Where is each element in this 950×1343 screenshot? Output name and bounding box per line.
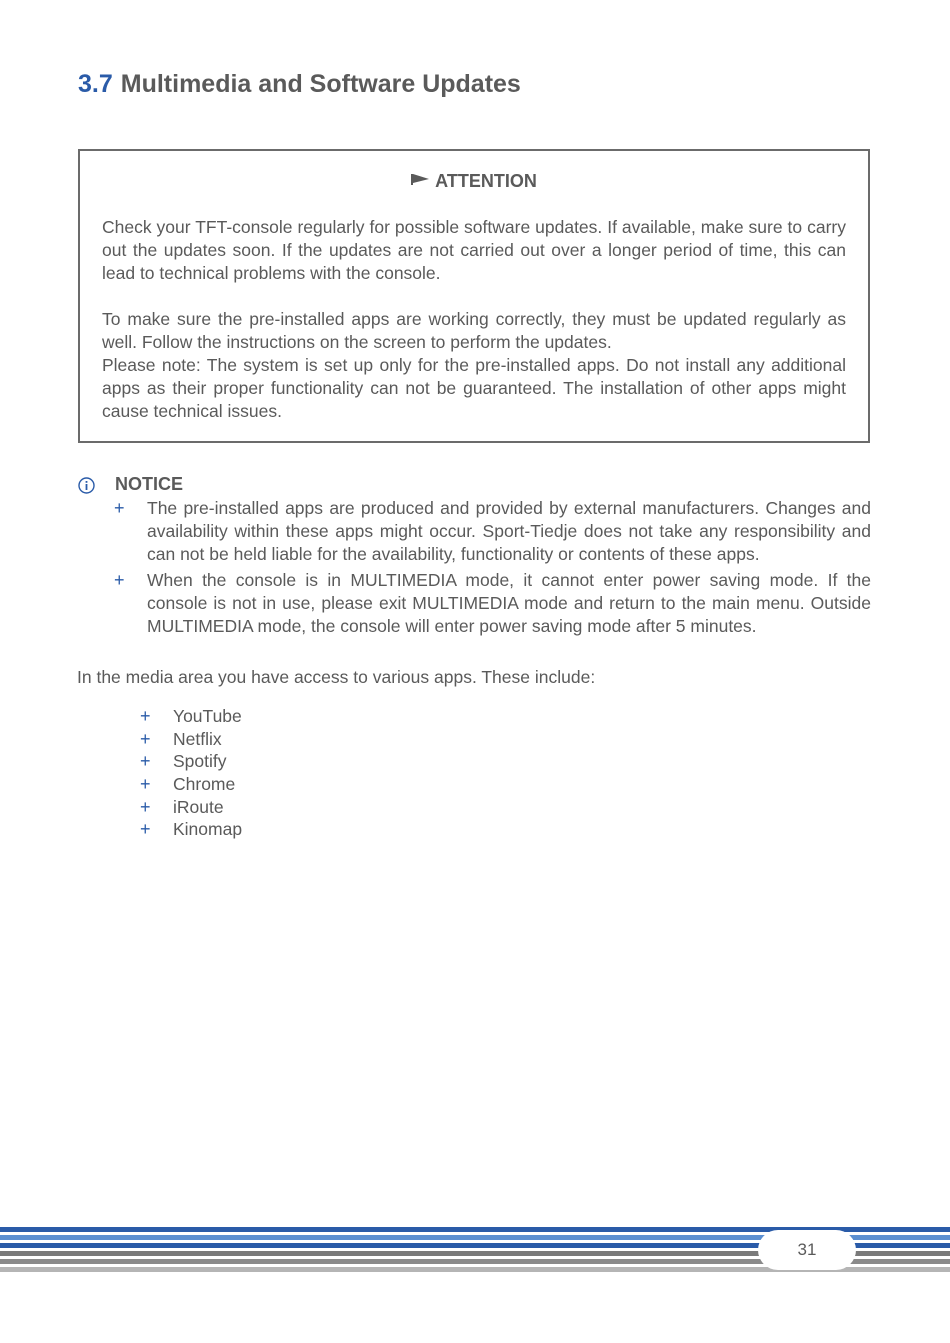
section-heading <box>78 70 521 99</box>
bullet-plus-icon: + <box>140 728 151 749</box>
page-number: 31 <box>758 1230 856 1270</box>
section-title: Multimedia and Software Updates <box>120 70 521 98</box>
attention-paragraph-2: To make sure the pre-installed apps are working correctly, they must be updated regularly as well. Follow the instructions on the screen to perform the updates. <box>102 309 846 352</box>
attention-paragraph-1: Check your TFT-console regularly for possible software updates. If available, make sure to carry out the updates soon. If the updates are not carried out over a longer period of time, this can lead to technical problems with the console. <box>102 217 846 283</box>
bullet-plus-icon: + <box>140 796 151 817</box>
app-name-kinomap: Kinomap <box>173 819 243 840</box>
attention-paragraph-3: Please note: The system is set up only for the pre-installed apps. Do not install any additional apps as their proper functionality can not be guaranteed. The installation of other apps might cause technical issues. <box>102 355 846 421</box>
attention-box <box>78 149 870 443</box>
info-icon <box>78 477 95 494</box>
bullet-plus-icon: + <box>140 774 151 795</box>
attention-header <box>80 171 868 192</box>
bullet-plus-icon: + <box>140 706 151 726</box>
bullet-plus-icon: + <box>140 819 151 840</box>
app-name-netflix: Netflix <box>173 728 222 749</box>
bullet-plus-icon: + <box>114 570 125 590</box>
app-name-spotify: Spotify <box>173 751 227 772</box>
bullet-plus-icon: + <box>114 498 125 518</box>
app-name-chrome: Chrome <box>173 774 236 795</box>
media-intro: In the media area you have access to various apps. These include: <box>77 667 596 687</box>
notice-item-2: When the console is in MULTIMEDIA mode, it cannot enter power saving mode. If the console is not in use, please exit MULTIMEDIA mode and return to the main menu. Outside MULTIMEDIA mode, the console will enter power saving mode after 5 minutes. <box>147 570 871 636</box>
notice-item-1: The pre-installed apps are produced and provided by external manufacturers. Changes and availability within these apps might occur. Sport-Tiedje does not take any responsibility and can not be held liable for the availability, functionality or contents of these apps. <box>147 498 871 564</box>
bullet-plus-icon: + <box>140 751 151 772</box>
app-name-youtube: YouTube <box>173 706 242 726</box>
flag-icon <box>411 174 429 185</box>
app-name-iroute: iRoute <box>173 796 224 817</box>
notice-title: NOTICE <box>115 474 184 494</box>
attention-title: ATTENTION <box>435 171 537 191</box>
section-number: 3.7 <box>78 70 113 98</box>
